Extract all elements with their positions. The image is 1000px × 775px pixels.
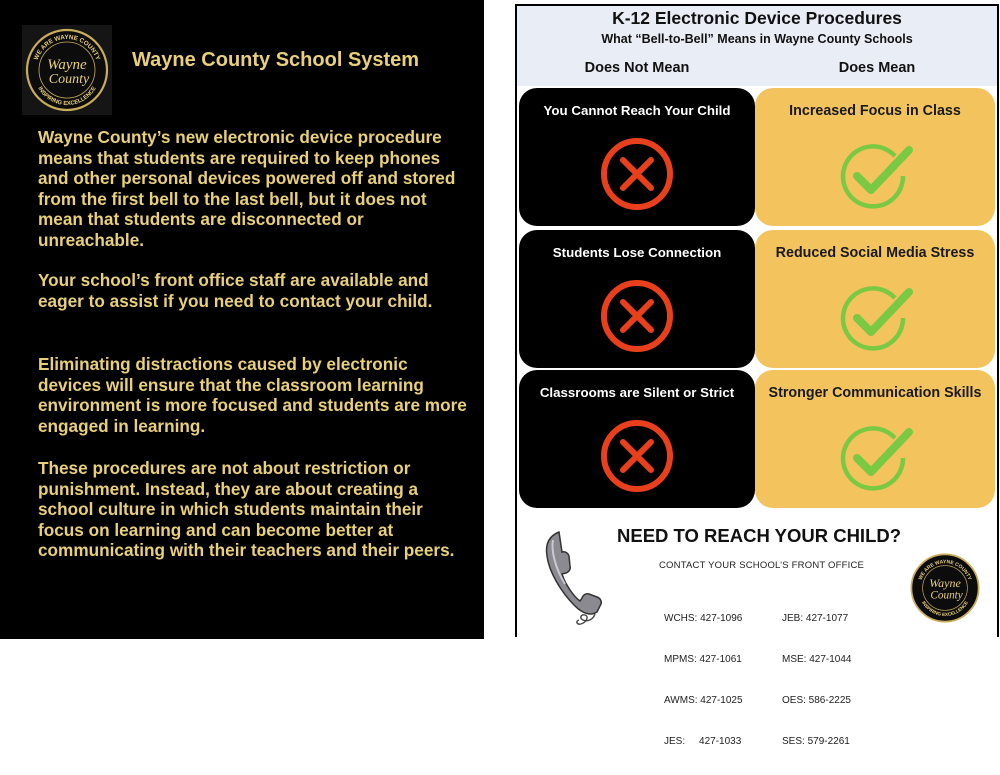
phone-entry: OES: 586-2225 <box>782 694 851 706</box>
check-circle-icon <box>833 418 917 498</box>
contact-line: CONTACT YOUR SCHOOL’S FRONT OFFICE <box>659 560 865 571</box>
x-circle-icon <box>599 278 675 354</box>
does-mean-label: Reduced Social Media Stress <box>775 245 975 261</box>
does-mean-card <box>755 88 995 226</box>
reach-heading: NEED TO REACH YOUR CHILD? <box>617 525 902 546</box>
does-mean-card <box>755 370 995 508</box>
not-mean-card <box>519 370 755 508</box>
paragraph-culture: These procedures are not about restriction or punishment. Instead, they are about creating a school culture in which students maintain their focus on learning and can become better at communicating with their teachers and their peers. <box>38 458 455 560</box>
school-logo <box>909 552 981 624</box>
phone-entry: WCHS: 427-1096 <box>664 613 743 625</box>
phone-list-right <box>782 585 852 775</box>
does-mean-label: Stronger Communication Skills <box>768 385 982 401</box>
phone-entry: MSE: 427-1044 <box>782 653 852 665</box>
column-heading-does-mean: Does Mean <box>838 60 916 76</box>
svg-text:INSPIRING EXCELLENCE: INSPIRING EXCELLENCE <box>921 600 969 618</box>
school-logo <box>22 25 112 115</box>
left-panel <box>0 0 484 639</box>
not-mean-label: Students Lose Connection <box>552 245 722 260</box>
org-title: Wayne County School System <box>132 49 420 71</box>
paragraph-front-office: Your school’s front office staff are available and eager to assist if you need to contact your child. <box>38 270 433 311</box>
not-mean-label: You Cannot Reach Your Child <box>543 103 731 118</box>
flyer-subtitle: What “Bell-to-Bell” Means in Wayne County Schools <box>601 32 913 46</box>
check-circle-icon <box>833 136 917 216</box>
not-mean-card <box>519 230 755 368</box>
phone-entry: JEB: 427-1077 <box>782 613 849 625</box>
svg-text:Wayne: Wayne <box>929 576 961 591</box>
svg-text:WE ARE WAYNE COUNTY: WE ARE WAYNE COUNTY <box>917 559 973 582</box>
paragraph-distractions: Eliminating distractions caused by electronic devices will ensure that the classroom learning environment is more focused and students are more engaged in learning. <box>38 354 467 436</box>
svg-text:County: County <box>48 72 90 87</box>
phone-entry: AWMS: 427-1025 <box>664 694 743 706</box>
does-mean-card <box>755 230 995 368</box>
telephone-icon <box>539 526 609 630</box>
does-mean-label: Increased Focus in Class <box>789 103 961 119</box>
svg-text:WE ARE WAYNE COUNTY: WE ARE WAYNE COUNTY <box>32 33 102 62</box>
right-panel <box>515 4 999 747</box>
flyer-title: K-12 Electronic Device Procedures <box>612 8 902 28</box>
header-band <box>517 6 997 86</box>
phone-list-left <box>664 585 743 775</box>
svg-text:INSPIRING EXCELLENCE: INSPIRING EXCELLENCE <box>36 85 98 108</box>
phone-entry: JES: 427-1033 <box>664 735 742 747</box>
svg-text:County: County <box>930 589 963 602</box>
not-mean-card <box>519 88 755 226</box>
column-heading-does-not-mean: Does Not Mean <box>584 60 690 76</box>
not-mean-label: Classrooms are Silent or Strict <box>539 385 735 400</box>
check-circle-icon <box>833 278 917 358</box>
x-circle-icon <box>599 136 675 212</box>
phone-entry: SES: 579-2261 <box>782 735 850 747</box>
x-circle-icon <box>599 418 675 494</box>
svg-text:Wayne: Wayne <box>47 57 87 73</box>
paragraph-procedure: Wayne County’s new electronic device procedure means that students are required to keep phones and other personal devices powered off and stored from the first bell to the last bell, but it does not mean that students are disconnected or unreachable. <box>38 127 456 250</box>
contact-footer <box>517 512 997 747</box>
phone-entry: MPMS: 427-1061 <box>664 653 742 665</box>
